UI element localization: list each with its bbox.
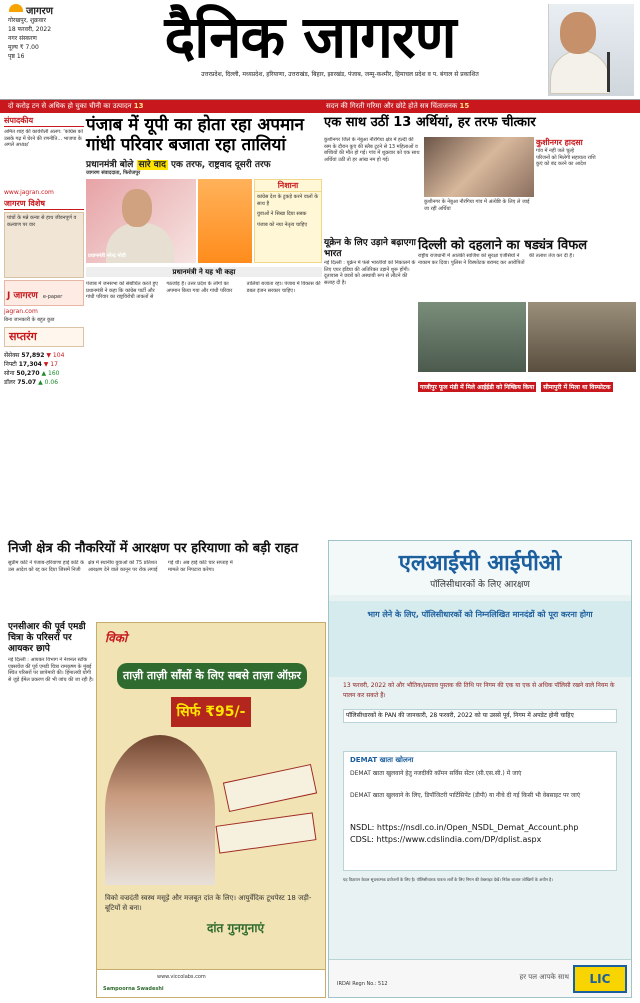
side-point: गांव में नहीं जले चूल्हे: [536, 148, 575, 154]
delhi-photo-1: [418, 302, 526, 372]
ticker-left[interactable]: दो करोड़ टन से अधिक हो चुका चीनी का उत्पादन 13: [8, 102, 144, 110]
edition: नगर संस्करण: [8, 35, 37, 42]
lic-dates: 13 फरवरी, 2022 को और भौतिक/प्रस्ताव पुस्तक की तिथि पर निगम की एक या एक से अधिक पॉलिसी रखने वाले नियम के पालन कर सकते हैं।: [343, 682, 615, 699]
newspaper-title: दैनिक जागरण: [164, 3, 456, 71]
demat-point-2: DEMAT खाता खुलवाने के लिए, डिपॉजिटरी पार्टिसिपेंट (डीपी) या नीचे दी गई किसी भी वेबसाइट पर जाएं: [350, 792, 581, 799]
lic-title: एलआईसी आईपीओ: [398, 551, 562, 576]
delhi-chip-2: सीमापुरी में मिला था विस्फोटक: [543, 384, 611, 391]
nishana-point: युवाओं ने सिखा दिया सबक: [257, 211, 307, 217]
story-funeral: [324, 115, 636, 235]
kushinagar-box: [536, 137, 636, 235]
lic-demat-box: [343, 751, 617, 871]
issue-meta: [8, 16, 88, 61]
jagran-link[interactable]: jagran.com: [4, 308, 38, 315]
story-nse: [8, 622, 94, 992]
page-count: पृष्ठ 16: [8, 53, 25, 60]
ukraine-body: नई दिल्ली : यूक्रेन में फंसे भारतीयों को निकालने के लिए एयर इंडिया की अतिरिक्त उड़ानें शुरू होंगी। दूतावास ने छात्रों को अस्थायी रूप से लौटने की सलाह दी है।: [324, 260, 416, 286]
link-text: बिना जानकारी के बहुत कुछ: [4, 317, 55, 323]
editorial-head: संपादकीय: [4, 115, 84, 127]
saptrang-box[interactable]: [4, 327, 84, 347]
vicco-logo: विको: [105, 631, 128, 645]
market-row: डॉलर 75.07 ▲ 0.06: [4, 378, 59, 386]
lic-tagline: हर पल आपके साथ: [519, 973, 569, 981]
lic-fineprint: यह विज्ञापन केवल सूचनात्मक प्रयोजनों के लिए है। पॉलिसीधारक पात्रता शर्तों के लिए निगम की वेबसाइट देखें। निवेश बाजार जोखिमों के अधीन है।: [343, 877, 553, 882]
haryana-body: सुप्रीम कोर्ट ने पंजाब-हरियाणा हाई कोर्ट के उस आदेश को रद्द कर दिया जिसमें निजी क्षेत्र में स्थानीय युवाओं को 75 प्रतिशत आरक्षण देने वाले कानून पर रोक लगाई गई थी। अब हाई कोर्ट चार सप्ताह में मामले का निपटारा करेगा।: [8, 560, 233, 573]
nishana-point: कांग्रेस देश के टुकड़े करने वालों के साथ है: [257, 194, 319, 207]
sun-logo-icon: [9, 4, 23, 12]
delhi-headline[interactable]: दिल्ली को दहलाने का षड्यंत्र विफल: [418, 238, 588, 253]
pm-caption: प्रधानमंत्री नरेन्द्र मोदी: [88, 253, 126, 259]
epaper-label: e-paper: [42, 294, 63, 300]
lic-logo[interactable]: LIC: [573, 965, 627, 993]
epaper-logo: J जागरण: [7, 291, 38, 301]
vicco-slogan: दांत गुनगुनाएं: [207, 921, 265, 935]
lic-ipo-ad[interactable]: [328, 540, 632, 998]
epaper-ad[interactable]: [4, 280, 84, 306]
lead-subhead: प्रधानमंत्री बोले सारे वाद एक तरफ, राष्ट्रवाद दूसरी तरफ: [86, 160, 271, 170]
market-row: सेंसेक्स 57,892 ▼ 104: [4, 351, 65, 359]
ukraine-headline[interactable]: यूक्रेन के लिए उड़ाने बढ़ाएगा भारत: [324, 238, 416, 259]
haryana-headline[interactable]: निजी क्षेत्र की नौकरियों में आरक्षण पर हरियाणा को बड़ी राहत: [8, 541, 299, 556]
funeral-body: कुशीनगर जिले के नेबुआ नौरंगिया क्षेत्र में हल्दी की रस्म के दौरान कुएं की स्लैब टूटने से 13 महिलाओं व बच्चियों की मौत हो गई। गांव में शुक्रवार को एक साथ अर्थियां उठीं तो हर आंख नम हो गई।: [324, 137, 420, 163]
pm-face: [122, 189, 152, 227]
vicco-footer: [97, 969, 325, 997]
side-point: कुएं को बंद करने का आदेश: [536, 161, 587, 167]
lead-story: [86, 115, 322, 535]
nse-body: नई दिल्ली : आयकर विभाग ने नेशनल स्टॉक एक्सचेंज की पूर्व एमडी चित्रा रामकृष्ण के मुंबई स्थित परिसरों पर छापेमारी की। हिमालयी योगी से जुड़े ईमेल प्रकरण की भी जांच की जा रही है।: [8, 657, 94, 683]
nishana-point: पंजाब को नया नेतृत्व चाहिए: [257, 221, 308, 228]
delhi-chips: [418, 374, 636, 393]
lic-subtitle: पॉलिसीधारकों के लिए आरक्षण: [430, 580, 530, 590]
story-haryana: [8, 540, 324, 560]
demat-point-1: DEMAT खाता खुलवाने हेतु नजदीकी कॉमन सर्विस सेंटर (सी.एस.सी.) में जाएं: [350, 770, 522, 777]
nsdl-link[interactable]: NSDL: https://nsdl.co.in/Open_NSDL_Demat_Account.php: [350, 823, 579, 832]
city-day: गोरखपुर, शुक्रवार: [8, 17, 47, 24]
date: 18 फरवरी, 2022: [8, 26, 52, 33]
delhi-chip-1: गाजीपुर फूल मंडी में मिले आईईडी को निष्क्रिय किया: [420, 384, 535, 391]
vicco-copy: विको वज्रदंती स्वस्थ मसूड़े और मजबूत दांत के लिए। आयुर्वेदिक टूथपेस्ट 18 जड़ी-बूटियों से बना।: [105, 894, 312, 912]
side-point: परिजनों को मिलेगी सहायता राशि: [536, 154, 596, 161]
ticker-right[interactable]: सदन की गिरती गरिमा और छोटे होते सत्र चिंताजनक 15: [326, 102, 470, 110]
kushinagar-head: कुशीनगर हादसा: [536, 138, 583, 147]
market-row: सोना 50,270 ▲ 160: [4, 369, 60, 377]
funeral-caption: कुशीनगर के नेबुआ नौरंगिया गांव में अंत्येष्टि के लिए ले जाई जा रहीं अर्थियां: [424, 199, 530, 212]
nishana-head: निशाना: [255, 180, 321, 192]
microphone-icon: [607, 52, 610, 92]
top-ticker: [0, 100, 640, 113]
lic-criteria: भाग लेने के लिए, पॉलिसीधारकों को निम्नलिखित मानदंडों को पूरा करना होगा: [367, 610, 593, 619]
vicco-price: सिर्फ ₹95/-: [171, 697, 251, 727]
site-url[interactable]: www.jagran.com: [4, 189, 54, 196]
topic-box[interactable]: पांचों के मन्ने कन्या से हाथ जीवनपूर्ण व कल्याण पर वार: [4, 212, 84, 278]
vicco-subbrand: Sampoorna Swadeshi: [103, 986, 164, 992]
story-ukraine: [324, 238, 416, 398]
left-rail: [4, 115, 84, 535]
edition-list: उत्तरप्रदेश, दिल्ली, मध्यप्रदेश, हरियाणा, उत्तराखंड, बिहार, झारखंड, पंजाब, जम्मू-कश्मीर, हिमाचल प्रदेश व प. बंगाल से प्रकाशित: [201, 71, 479, 78]
lead-bar: प्रधानमंत्री ने यह भी कहा: [86, 267, 322, 277]
price: मूल्य ₹ 7.00: [8, 44, 39, 51]
toothpaste-tube-1: [223, 764, 317, 812]
cdsl-link[interactable]: CDSL: https://www.cdslindia.com/DP/dplist.aspx: [350, 835, 542, 844]
lic-pan-note: पॉलिसीधारकों के PAN की जानकारी, 28 फरवरी, 2022 को या उससे पूर्व, निगम में अपडेट होनी चाहिए: [343, 709, 617, 723]
lead-headline[interactable]: पंजाब में यूपी का होता रहा अपमान गांधी परिवार बजाता रहा तालियां: [86, 115, 304, 155]
vicco-banner: ताज़ी ताज़ी साँसों के लिए सबसे ताज़ा ऑफ़र: [117, 663, 307, 689]
lead-byline: जागरण संवाददाता, फिरोजपुर: [86, 170, 141, 176]
market-list: [4, 351, 84, 387]
demat-head: DEMAT खाता खोलना: [350, 756, 414, 764]
story-delhi: [418, 238, 636, 408]
funeral-photo: [424, 137, 534, 197]
funeral-headline[interactable]: एक साथ उठीं 13 अर्थियां, हर तरफ चीत्कार: [324, 115, 536, 130]
irdai-reg: IRDAI Regn No.: 512: [337, 981, 388, 987]
demat-links: [350, 822, 610, 846]
vicco-ad[interactable]: [96, 622, 326, 998]
bjp-banner: [198, 179, 252, 263]
delhi-body: राष्ट्रीय राजधानी में आतंकी साजिश को सुरक्षा एजेंसियों ने नाकाम कर दिया। पुलिस ने विस्फोटक बरामद कर आरोपितों की तलाश तेज कर दी है।: [418, 253, 574, 266]
vicco-site[interactable]: www.viccolabs.com: [157, 974, 206, 980]
masthead: [0, 0, 640, 100]
nse-headline[interactable]: एनसीआर की पूर्व एमडी चित्रा के परिसरों पर आयकर छापे: [8, 622, 86, 654]
editorial-text: अमित शाह की कार्यशैली अलग: ‘कांग्रेस को उसके गढ़ में घेरने की रणनीति... भाजपा के अगले अध्यक्ष’: [4, 129, 83, 148]
toothpaste-tube-2: [216, 812, 317, 853]
topic-head: जागरण विशेष: [4, 198, 84, 210]
pm-photo: [86, 179, 196, 263]
speaker-face: [560, 12, 596, 54]
market-row: निफ्टी 17,304 ▼ 17: [4, 360, 58, 368]
saptrang-title: सप्तरंग: [9, 329, 37, 343]
lead-body: पंजाब में जनसभा को संबोधित करते हुए प्रधानमंत्री ने कहा कि कांग्रेस पार्टी और गांधी परिवार का राष्ट्रविरोधी ताकतों से गठजोड़ है। उत्तर प्रदेश के लोगों का अपमान किया गया और गांधी परिवार तालियां बजाता रहा। पंजाब में विकास की डबल इंजन सरकार चाहिए।: [86, 281, 321, 300]
delhi-photo-2: [528, 302, 636, 372]
nishana-box: [254, 179, 322, 263]
small-logo: जागरण: [26, 6, 53, 17]
model-photo: [105, 735, 215, 885]
